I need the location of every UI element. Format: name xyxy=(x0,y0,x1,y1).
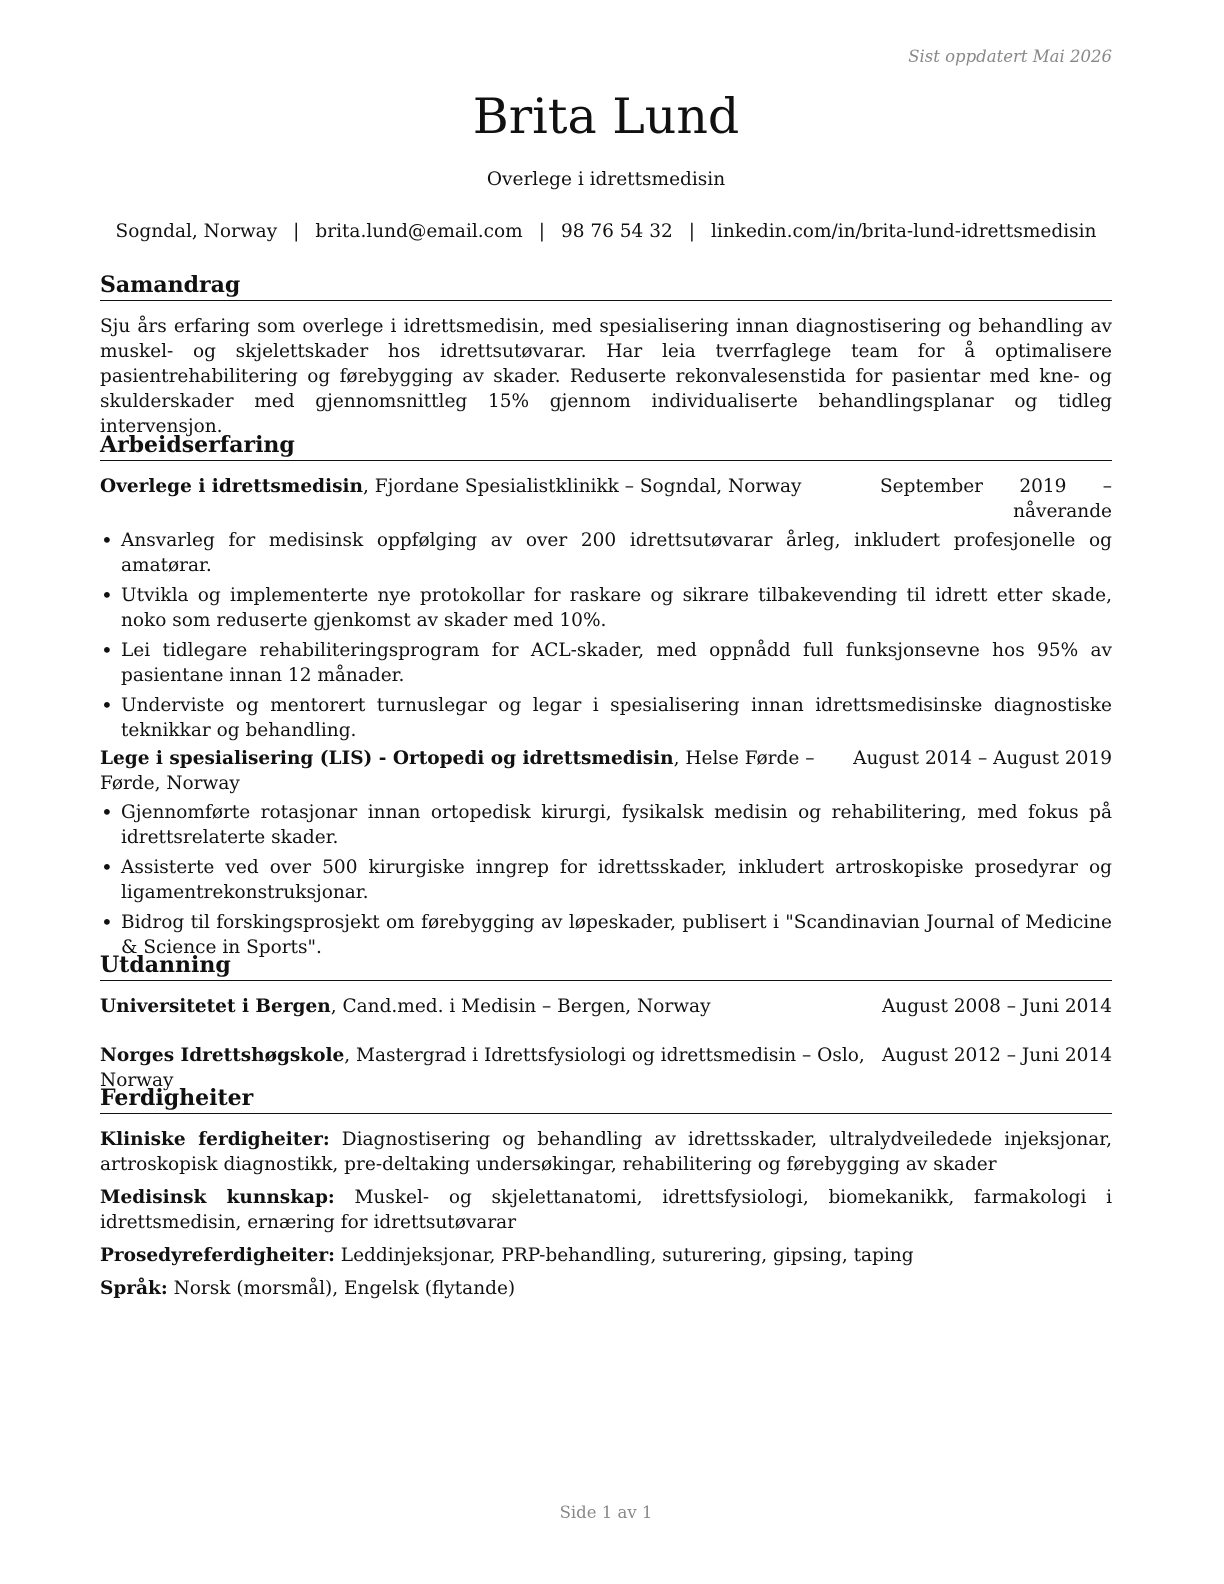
skill-text: Diagnostisering og behandling av idrettsskader, ultralydveiledede injeksjonar, artroskopisk diagnostikk, pre-deltaking undersøkingar, rehabilitering og førebygging av skader xyxy=(100,1129,1112,1175)
experience-title xyxy=(100,746,853,796)
last-updated: Sist oppdatert Mai 2026 xyxy=(908,47,1112,66)
skill-text: Muskel- og skjelettanatomi, idrettsfysiologi, biomekanikk, farmakologi i idrettsmedisin, ernæring for idrettsutøvarar xyxy=(100,1187,1112,1233)
experience-dates: August 2014 – August 2019 xyxy=(853,748,1112,769)
list-item: • Ansvarleg for medisinsk oppfølging av over 200 idrettsutøvarar årleg, inkludert profesjonelle og amatørar. xyxy=(100,528,1112,578)
list-item: • Bidrog til forskingsprosjekt om førebygging av løpeskader, publisert i "Scandinavian Journal of Medicine & Science in Sports". xyxy=(100,910,1112,960)
list-item: • Utvikla og implementerte nye protokollar for raskare og sikrare tilbakevending til idrett etter skade, noko som reduserte gjenkomst av skader med 10%. xyxy=(100,583,1112,633)
contact-location: Sogndal, Norway xyxy=(115,221,278,242)
skill-text: Norsk (morsmål), Engelsk (flytande) xyxy=(167,1278,516,1299)
list-item: • Gjennomførte rotasjonar innan ortopedisk kirurgi, fysikalsk medisin og rehabilitering, med fokus på idrettsrelaterte skader. xyxy=(100,800,1112,850)
contact-separator: | xyxy=(688,221,695,242)
education-school: Universitetet i Bergen xyxy=(100,996,331,1017)
skill-text: Leddinjeksjonar, PRP-behandling, suturering, gipsing, taping xyxy=(334,1245,914,1266)
experience-title xyxy=(100,474,880,499)
list-item: • Underviste og mentorert turnuslegar og legar i spesialisering innan idrettsmedisinske diagnostiske teknikkar og behandling. xyxy=(100,693,1112,743)
education-dates: August 2012 – Juni 2014 xyxy=(881,1045,1112,1066)
experience-org: , Fjordane Spesialistklinikk – Sogndal, Norway xyxy=(362,476,802,497)
experience-org: , Helse Førde – Førde, Norway xyxy=(100,748,815,794)
person-name: Brita Lund xyxy=(472,88,740,145)
experience-header xyxy=(100,474,1112,524)
experience-entry xyxy=(100,746,1112,965)
section-title-skills: Ferdigheiter xyxy=(100,1084,1112,1114)
education-entry xyxy=(100,994,1112,1019)
experience-bullets xyxy=(100,528,1112,743)
education-title xyxy=(100,994,882,1019)
education-degree: , Cand.med. i Medisin – Bergen, Norway xyxy=(330,996,711,1017)
contact-separator: | xyxy=(293,221,300,242)
experience-role: Lege i spesialisering (LIS) - Ortopedi og idrettsmedisin xyxy=(100,748,674,769)
headline: Overlege i idrettsmedisin xyxy=(486,169,726,190)
experience-dates: September 2019 – nåverande xyxy=(880,476,1112,522)
contact-email[interactable]: brita.lund@email.com xyxy=(315,221,523,242)
contact-separator: | xyxy=(538,221,545,242)
education-degree: , Mastergrad i Idrettsfysiologi og idrettsmedisin – Oslo, Norway xyxy=(100,1045,865,1091)
list-item: • Assisterte ved over 500 kirurgiske inngrep for idrettsskader, inkludert artroskopiske prosedyrar og ligamentrekonstruksjonar. xyxy=(100,855,1112,905)
page-number: Side 1 av 1 xyxy=(559,1503,653,1522)
skill-row xyxy=(100,1185,1112,1235)
skill-label: Språk: xyxy=(100,1278,168,1299)
skill-label: Kliniske ferdigheiter: xyxy=(100,1129,330,1150)
summary-text: Sju års erfaring som overlege i idrettsmedisin, med spesialisering innan diagnostisering og behandling av muskel- og skjelettskader hos idrettsutøvarar. Har leia tverrfaglege team for å optimalisere pasientrehabilitering og førebygging av skader. Reduserte rekonvalesenstida for pasientar med kne- og skulderskader med gjennomsnittleg 15% gjennom individualiserte behandlingsplanar og tidleg intervensjon. xyxy=(100,316,1112,437)
contact-phone: 98 76 54 32 xyxy=(560,221,673,242)
education-school: Norges Idrettshøgskole xyxy=(100,1045,345,1066)
section-title-education: Utdanning xyxy=(100,951,1112,981)
section-title-summary: Samandrag xyxy=(100,271,1112,301)
resume-page xyxy=(100,0,1112,1584)
experience-entry xyxy=(100,474,1112,748)
skill-row xyxy=(100,1243,1112,1268)
skill-row xyxy=(100,1276,1112,1301)
experience-role: Overlege i idrettsmedisin xyxy=(100,476,363,497)
experience-header xyxy=(100,746,1112,796)
contact-linkedin[interactable]: linkedin.com/in/brita-lund-idrettsmedisin xyxy=(710,221,1097,242)
skills-list xyxy=(100,1127,1112,1309)
education-dates: August 2008 – Juni 2014 xyxy=(881,996,1112,1017)
contact-line xyxy=(90,219,1122,244)
list-item: • Lei tidlegare rehabiliteringsprogram for ACL-skader, med oppnådd full funksjonsevne hos 95% av pasientane innan 12 månader. xyxy=(100,638,1112,688)
skill-label: Medisinsk kunnskap: xyxy=(100,1187,335,1208)
skill-row xyxy=(100,1127,1112,1177)
skill-label: Prosedyreferdigheiter: xyxy=(100,1245,335,1266)
section-title-experience: Arbeidserfaring xyxy=(100,431,1112,461)
experience-bullets xyxy=(100,800,1112,960)
